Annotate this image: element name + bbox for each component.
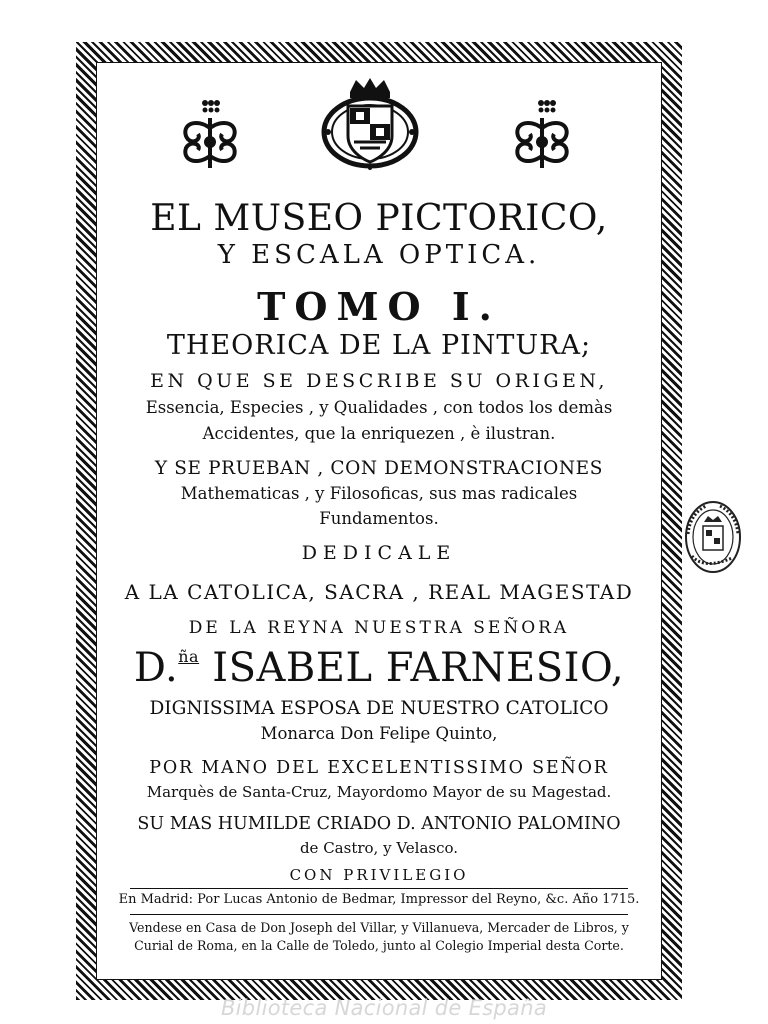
prove-line-3: Fundamentos. — [319, 509, 439, 528]
queen-name: ISABEL FARNESIO, — [212, 645, 625, 691]
watermark: Biblioteca Nacional de España — [220, 996, 548, 1020]
title-page — [96, 62, 662, 980]
prove-line-1: Y SE PRUEBAN , CON DEMONSTRACIONES — [154, 458, 604, 479]
queen-prefix-superscript: ña — [178, 647, 200, 666]
volume-heading: TOMO I. — [257, 284, 501, 329]
sale-line-2: Curial de Roma, en la Calle de Toledo, junto al Colegio Imperial desta Corte. — [134, 938, 624, 953]
spouse-line-2: Monarca Don Felipe Quinto, — [260, 724, 498, 743]
title-line-2: Y ESCALA OPTICA. — [217, 240, 541, 270]
spouse-line-1: DIGNISSIMA ESPOSA DE NUESTRO CATOLICO — [149, 698, 609, 719]
imprint-line: En Madrid: Por Lucas Antonio de Bedmar, Impressor del Reyno, &c. Año 1715. — [118, 892, 640, 907]
dedicatee-line-1: A LA CATOLICA, SACRA , REAL MAGESTAD — [124, 580, 634, 604]
prove-line-2: Mathematicas , y Filosoficas, sus mas radicales — [180, 484, 578, 503]
privilege-line: CON PRIVILEGIO — [289, 866, 469, 884]
by-line-1: POR MANO DEL EXCELENTISSIMO SEÑOR — [149, 758, 609, 778]
dedication-heading: DEDICALE — [301, 542, 457, 564]
dedicatee-line-2: DE LA REYNA NUESTRA SEÑORA — [188, 618, 570, 638]
queen-name-line — [96, 645, 662, 691]
subtitle: THEORICA DE LA PINTURA; — [166, 330, 592, 361]
sale-line-1: Vendese en Casa de Don Joseph del Villar, y Villanueva, Mercader de Libros, y — [129, 920, 629, 935]
by-line-2: Marquès de Santa-Cruz, Mayordomo Mayor de su Magestad. — [146, 783, 612, 801]
author-line-1: SU MAS HUMILDE CRIADO D. ANTONIO PALOMINO — [137, 814, 621, 834]
author-line-2: de Castro, y Velasco. — [299, 839, 459, 857]
imprint-rule — [130, 888, 628, 889]
sale-rule — [130, 914, 628, 915]
describe-line-2: Essencia, Especies , y Qualidades , con todos los demàs — [145, 398, 613, 417]
describe-line-1: EN QUE SE DESCRIBE SU ORIGEN, — [150, 370, 608, 392]
queen-prefix: D. — [133, 645, 179, 691]
describe-line-3: Accidentes, que la enriquezen , è ilustran. — [202, 424, 556, 443]
library-stamp-icon — [684, 500, 742, 574]
title-line-1: EL MUSEO PICTORICO, — [150, 198, 608, 239]
